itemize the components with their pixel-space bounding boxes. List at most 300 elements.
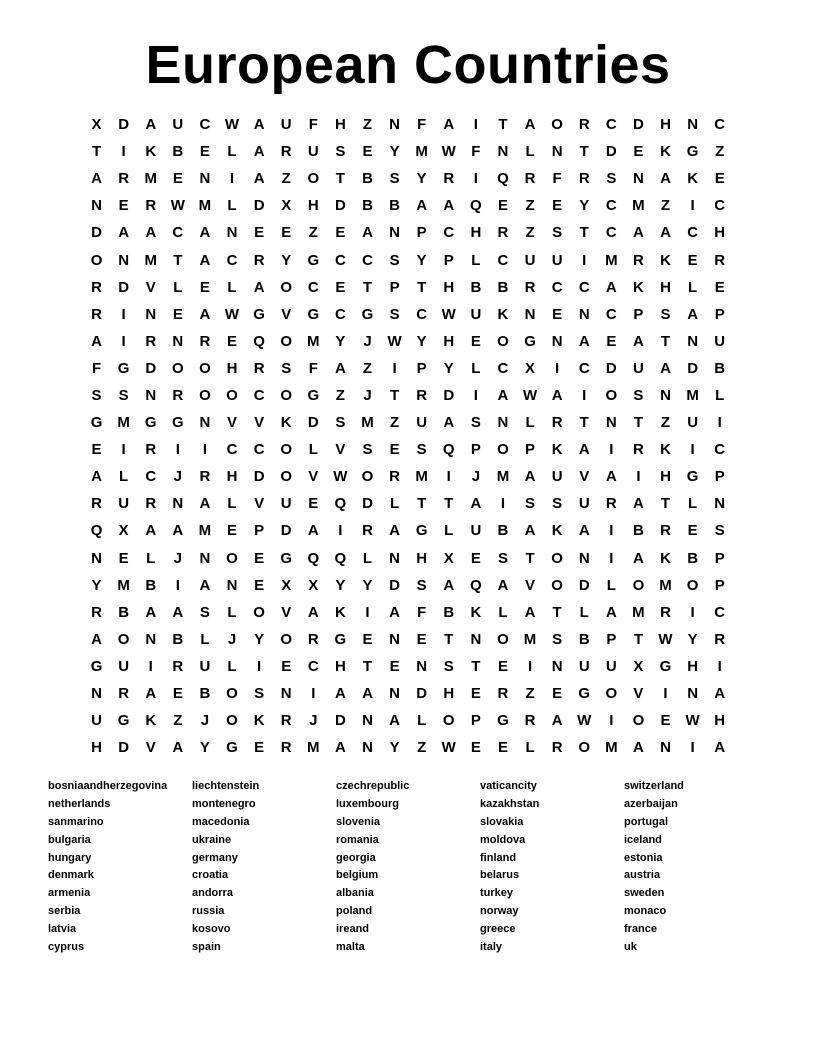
grid-letter[interactable]: L (389, 495, 400, 513)
grid-letter[interactable]: R (91, 278, 102, 296)
grid-letter[interactable]: C (714, 603, 726, 621)
grid-letter[interactable]: R (280, 143, 292, 161)
grid-letter[interactable]: R (362, 522, 373, 540)
grid-letter[interactable]: C (334, 251, 346, 269)
grid-letter[interactable]: Q (497, 170, 509, 188)
grid-letter[interactable]: K (660, 549, 671, 567)
grid-letter[interactable]: U (578, 495, 590, 513)
grid-letter[interactable]: T (91, 143, 102, 161)
grid-letter[interactable]: P (714, 576, 725, 594)
grid-letter[interactable]: R (280, 739, 292, 757)
grid-letter[interactable]: C (199, 116, 211, 134)
grid-letter[interactable]: O (551, 116, 563, 134)
grid-letter[interactable]: D (334, 197, 346, 215)
grid-letter[interactable]: V (145, 278, 156, 296)
grid-letter[interactable]: E (714, 170, 725, 188)
grid-letter[interactable]: R (524, 278, 536, 296)
grid-letter[interactable]: Z (362, 116, 373, 134)
grid-letter[interactable]: E (227, 522, 238, 540)
grid-letter[interactable]: D (253, 468, 265, 486)
grid-letter[interactable]: M (198, 522, 212, 540)
grid-letter[interactable]: A (524, 522, 536, 540)
grid-letter[interactable]: A (524, 116, 536, 134)
grid-letter[interactable]: V (254, 414, 265, 432)
grid-letter[interactable]: D (362, 495, 373, 513)
grid-letter[interactable]: V (579, 468, 590, 486)
grid-letter[interactable]: A (389, 712, 400, 730)
grid-letter[interactable]: S (199, 603, 210, 621)
grid-letter[interactable]: M (144, 170, 157, 188)
grid-letter[interactable]: U (307, 143, 319, 161)
grid-letter[interactable]: X (525, 359, 536, 377)
grid-letter[interactable]: L (525, 414, 535, 432)
grid-letter[interactable]: S (497, 549, 508, 567)
grid-letter[interactable]: M (307, 332, 320, 350)
grid-letter[interactable]: J (363, 332, 372, 350)
grid-letter[interactable]: Y (443, 359, 454, 377)
grid-letter[interactable]: I (609, 441, 614, 459)
grid-letter[interactable]: W (224, 305, 240, 323)
grid-letter[interactable]: J (227, 630, 237, 648)
grid-letter[interactable]: S (254, 685, 265, 703)
grid-letter[interactable]: Q (253, 332, 265, 350)
grid-letter[interactable]: V (227, 414, 238, 432)
grid-letter[interactable]: Y (389, 143, 400, 161)
grid-letter[interactable]: T (633, 630, 643, 648)
grid-letter[interactable]: N (145, 630, 157, 648)
grid-letter[interactable]: U (416, 414, 428, 432)
grid-letter[interactable]: A (524, 468, 536, 486)
grid-letter[interactable]: I (690, 441, 695, 459)
grid-letter[interactable]: A (307, 522, 319, 540)
grid-letter[interactable]: Z (660, 414, 671, 432)
grid-letter[interactable]: C (551, 278, 563, 296)
grid-letter[interactable]: R (253, 359, 265, 377)
grid-letter[interactable]: A (334, 359, 346, 377)
grid-letter[interactable]: S (416, 576, 427, 594)
grid-letter[interactable]: E (416, 630, 427, 648)
grid-letter[interactable]: Y (579, 197, 590, 215)
grid-letter[interactable]: P (714, 468, 725, 486)
grid-letter[interactable]: K (470, 603, 482, 621)
grid-letter[interactable]: C (226, 251, 238, 269)
grid-letter[interactable]: C (416, 305, 428, 323)
grid-letter[interactable]: T (660, 495, 671, 513)
grid-letter[interactable]: C (497, 359, 509, 377)
grid-letter[interactable]: T (525, 549, 535, 567)
grid-letter[interactable]: R (145, 332, 157, 350)
grid-letter[interactable]: S (443, 657, 454, 675)
grid-letter[interactable]: H (660, 468, 671, 486)
grid-letter[interactable]: C (605, 116, 617, 134)
grid-letter[interactable]: L (227, 197, 237, 215)
grid-letter[interactable]: J (200, 712, 210, 730)
grid-letter[interactable]: C (687, 224, 699, 242)
grid-letter[interactable]: X (281, 197, 292, 215)
grid-letter[interactable]: E (714, 278, 725, 296)
grid-letter[interactable]: C (362, 251, 373, 269)
grid-letter[interactable]: W (658, 630, 673, 648)
grid-letter[interactable]: N (172, 332, 184, 350)
grid-letter[interactable]: U (551, 251, 563, 269)
grid-letter[interactable]: A (578, 441, 590, 459)
grid-letter[interactable]: U (91, 712, 102, 730)
grid-letter[interactable]: S (281, 359, 292, 377)
grid-letter[interactable]: O (280, 278, 293, 296)
grid-letter[interactable]: C (253, 386, 265, 404)
grid-letter[interactable]: K (497, 305, 509, 323)
grid-letter[interactable]: Z (308, 224, 318, 242)
grid-letter[interactable]: N (660, 739, 671, 757)
grid-letter[interactable]: R (416, 386, 428, 404)
grid-letter[interactable]: W (441, 305, 456, 323)
grid-letter[interactable]: I (392, 359, 397, 377)
grid-letter[interactable]: L (525, 739, 535, 757)
grid-letter[interactable]: C (226, 441, 238, 459)
grid-letter[interactable]: L (227, 657, 237, 675)
grid-letter[interactable]: H (226, 468, 238, 486)
grid-letter[interactable]: E (254, 739, 265, 757)
grid-letter[interactable]: D (118, 739, 130, 757)
grid-letter[interactable]: E (118, 197, 129, 215)
grid-letter[interactable]: N (118, 251, 130, 269)
grid-letter[interactable]: N (551, 332, 563, 350)
grid-letter[interactable]: E (335, 224, 346, 242)
grid-letter[interactable]: N (551, 657, 563, 675)
grid-letter[interactable]: L (173, 278, 183, 296)
grid-letter[interactable]: Z (525, 685, 535, 703)
grid-letter[interactable]: D (307, 414, 319, 432)
grid-letter[interactable]: J (309, 712, 318, 730)
grid-letter[interactable]: A (633, 495, 644, 513)
grid-letter[interactable]: I (202, 441, 207, 459)
grid-letter[interactable]: H (714, 712, 726, 730)
grid-letter[interactable]: C (307, 278, 319, 296)
grid-letter[interactable]: E (470, 739, 481, 757)
grid-letter[interactable]: I (175, 576, 180, 594)
grid-letter[interactable]: A (145, 224, 157, 242)
grid-letter[interactable]: I (229, 170, 235, 188)
grid-letter[interactable]: R (443, 170, 455, 188)
grid-letter[interactable]: E (470, 549, 481, 567)
grid-letter[interactable]: I (609, 522, 614, 540)
grid-letter[interactable]: B (497, 522, 509, 540)
grid-letter[interactable]: C (443, 224, 455, 242)
grid-letter[interactable]: E (281, 224, 292, 242)
grid-letter[interactable]: L (444, 522, 454, 540)
grid-letter[interactable]: A (633, 739, 644, 757)
grid-letter[interactable]: K (687, 170, 699, 188)
grid-letter[interactable]: Y (362, 576, 373, 594)
grid-letter[interactable]: L (471, 359, 481, 377)
grid-letter[interactable]: M (307, 739, 320, 757)
grid-letter[interactable]: G (686, 143, 699, 161)
grid-letter[interactable]: C (605, 305, 617, 323)
grid-letter[interactable]: N (172, 495, 184, 513)
grid-letter[interactable]: O (226, 685, 238, 703)
grid-letter[interactable]: B (470, 278, 482, 296)
grid-letter[interactable]: T (173, 251, 183, 269)
grid-letter[interactable]: I (690, 197, 695, 215)
grid-letter[interactable]: K (253, 712, 265, 730)
grid-letter[interactable]: J (173, 468, 182, 486)
grid-letter[interactable]: S (118, 386, 129, 404)
grid-letter[interactable]: A (578, 522, 590, 540)
grid-letter[interactable]: Z (389, 414, 400, 432)
grid-letter[interactable]: H (687, 657, 699, 675)
grid-letter[interactable]: D (91, 224, 102, 242)
grid-letter[interactable]: C (497, 251, 509, 269)
grid-letter[interactable]: O (497, 441, 509, 459)
grid-letter[interactable]: R (91, 603, 102, 621)
grid-letter[interactable]: T (335, 170, 345, 188)
grid-letter[interactable]: N (497, 414, 509, 432)
grid-letter[interactable]: I (473, 116, 478, 134)
grid-letter[interactable]: A (578, 332, 590, 350)
grid-letter[interactable]: D (633, 116, 644, 134)
grid-letter[interactable]: P (470, 441, 481, 459)
grid-letter[interactable]: I (121, 305, 126, 323)
grid-letter[interactable]: I (690, 739, 695, 757)
grid-letter[interactable]: W (387, 332, 402, 350)
grid-letter[interactable]: T (579, 143, 589, 161)
grid-letter[interactable]: B (497, 278, 509, 296)
grid-letter[interactable]: N (551, 143, 563, 161)
grid-letter[interactable]: N (199, 549, 211, 567)
grid-letter[interactable]: M (686, 386, 699, 404)
grid-letter[interactable]: A (91, 468, 102, 486)
grid-letter[interactable]: I (582, 386, 587, 404)
grid-letter[interactable]: P (389, 278, 400, 296)
grid-letter[interactable]: Z (525, 224, 535, 242)
grid-letter[interactable]: A (524, 603, 536, 621)
grid-letter[interactable]: E (362, 143, 373, 161)
grid-letter[interactable]: C (605, 224, 617, 242)
grid-letter[interactable]: G (280, 549, 293, 567)
grid-letter[interactable]: A (660, 359, 671, 377)
grid-letter[interactable]: R (172, 386, 184, 404)
grid-letter[interactable]: I (446, 468, 451, 486)
grid-letter[interactable]: Q (442, 441, 455, 459)
grid-letter[interactable]: L (146, 549, 156, 567)
grid-letter[interactable]: A (416, 197, 428, 215)
grid-letter[interactable]: S (362, 441, 373, 459)
grid-letter[interactable]: N (199, 170, 211, 188)
grid-letter[interactable]: U (118, 657, 130, 675)
grid-letter[interactable]: D (443, 386, 455, 404)
grid-letter[interactable]: O (171, 359, 184, 377)
grid-letter[interactable]: X (443, 549, 454, 567)
grid-letter[interactable]: O (578, 739, 591, 757)
grid-letter[interactable]: R (91, 305, 102, 323)
grid-letter[interactable]: E (552, 685, 563, 703)
grid-letter[interactable]: C (714, 197, 726, 215)
grid-letter[interactable]: L (525, 143, 535, 161)
grid-letter[interactable]: X (91, 116, 102, 134)
grid-letter[interactable]: V (633, 685, 644, 703)
grid-letter[interactable]: K (660, 143, 671, 161)
grid-letter[interactable]: I (311, 685, 316, 703)
grid-letter[interactable]: Y (335, 332, 346, 350)
grid-letter[interactable]: A (199, 251, 211, 269)
grid-letter[interactable]: S (389, 251, 400, 269)
grid-letter[interactable]: Y (199, 739, 210, 757)
grid-letter[interactable]: A (389, 603, 400, 621)
grid-letter[interactable]: R (714, 630, 726, 648)
grid-letter[interactable]: L (227, 603, 237, 621)
grid-letter[interactable]: N (687, 332, 699, 350)
grid-letter[interactable]: Z (525, 197, 535, 215)
grid-letter[interactable]: A (687, 305, 699, 323)
grid-letter[interactable]: B (687, 549, 699, 567)
grid-letter[interactable]: R (280, 712, 292, 730)
grid-letter[interactable]: S (714, 522, 725, 540)
grid-letter[interactable]: U (605, 657, 617, 675)
grid-letter[interactable]: U (633, 359, 644, 377)
grid-letter[interactable]: P (525, 441, 536, 459)
grid-letter[interactable]: G (659, 657, 672, 675)
grid-letter[interactable]: E (308, 495, 319, 513)
grid-letter[interactable]: H (660, 278, 671, 296)
grid-letter[interactable]: N (91, 197, 102, 215)
grid-letter[interactable]: U (470, 522, 482, 540)
grid-letter[interactable]: B (172, 143, 184, 161)
grid-letter[interactable]: A (362, 224, 373, 242)
grid-letter[interactable]: L (308, 441, 318, 459)
grid-letter[interactable]: U (118, 495, 130, 513)
grid-letter[interactable]: U (470, 305, 482, 323)
grid-letter[interactable]: D (118, 116, 130, 134)
grid-letter[interactable]: A (199, 305, 211, 323)
grid-letter[interactable]: X (308, 576, 319, 594)
grid-letter[interactable]: E (172, 685, 183, 703)
grid-letter[interactable]: G (253, 305, 265, 323)
grid-letter[interactable]: U (524, 251, 536, 269)
grid-letter[interactable]: P (714, 549, 725, 567)
grid-letter[interactable]: E (118, 549, 129, 567)
grid-letter[interactable]: F (552, 170, 562, 188)
grid-letter[interactable]: R (253, 251, 265, 269)
grid-letter[interactable]: Y (281, 251, 292, 269)
grid-letter[interactable]: A (172, 522, 184, 540)
grid-letter[interactable]: S (606, 170, 617, 188)
grid-letter[interactable]: A (497, 386, 509, 404)
grid-letter[interactable]: E (362, 630, 373, 648)
grid-letter[interactable]: N (389, 685, 400, 703)
grid-letter[interactable]: D (118, 278, 130, 296)
grid-letter[interactable]: U (578, 657, 590, 675)
grid-letter[interactable]: R (714, 251, 726, 269)
grid-letter[interactable]: G (307, 386, 320, 404)
grid-letter[interactable]: E (172, 305, 183, 323)
grid-letter[interactable]: Q (90, 522, 103, 540)
grid-letter[interactable]: I (527, 657, 533, 675)
grid-letter[interactable]: G (361, 305, 374, 323)
grid-letter[interactable]: A (253, 143, 265, 161)
grid-letter[interactable]: A (443, 116, 455, 134)
grid-letter[interactable]: V (254, 495, 265, 513)
grid-letter[interactable]: X (633, 657, 644, 675)
grid-letter[interactable]: L (227, 143, 237, 161)
grid-letter[interactable]: I (121, 441, 126, 459)
grid-letter[interactable]: M (496, 468, 510, 486)
grid-letter[interactable]: I (338, 522, 343, 540)
grid-letter[interactable]: E (254, 224, 265, 242)
grid-letter[interactable]: A (714, 685, 726, 703)
grid-letter[interactable]: T (362, 657, 373, 675)
grid-letter[interactable]: H (226, 359, 238, 377)
grid-letter[interactable]: O (90, 251, 103, 269)
grid-letter[interactable]: R (551, 414, 563, 432)
grid-letter[interactable]: L (498, 603, 508, 621)
grid-letter[interactable]: T (444, 630, 454, 648)
grid-letter[interactable]: E (606, 332, 617, 350)
grid-letter[interactable]: N (226, 224, 238, 242)
grid-letter[interactable]: O (605, 685, 618, 703)
grid-letter[interactable]: V (281, 305, 292, 323)
grid-letter[interactable]: O (226, 549, 238, 567)
grid-letter[interactable]: H (660, 116, 671, 134)
grid-letter[interactable]: E (470, 685, 481, 703)
grid-letter[interactable]: O (497, 332, 509, 350)
grid-letter[interactable]: H (443, 332, 455, 350)
grid-letter[interactable]: A (497, 576, 509, 594)
grid-letter[interactable]: N (687, 116, 699, 134)
grid-letter[interactable]: F (308, 116, 318, 134)
grid-letter[interactable]: G (334, 630, 347, 648)
grid-letter[interactable]: E (497, 197, 508, 215)
grid-letter[interactable]: E (687, 251, 698, 269)
grid-letter[interactable]: N (199, 414, 211, 432)
grid-letter[interactable]: O (605, 386, 618, 404)
grid-letter[interactable]: G (171, 414, 184, 432)
grid-letter[interactable]: B (362, 197, 373, 215)
grid-letter[interactable]: I (121, 143, 126, 161)
grid-letter[interactable]: N (389, 630, 400, 648)
grid-letter[interactable]: R (660, 522, 671, 540)
grid-letter[interactable]: R (578, 116, 590, 134)
grid-letter[interactable]: S (389, 170, 400, 188)
grid-letter[interactable]: S (552, 224, 563, 242)
grid-letter[interactable]: M (415, 468, 428, 486)
grid-letter[interactable]: D (389, 576, 400, 594)
grid-letter[interactable]: A (253, 278, 265, 296)
grid-letter[interactable]: A (714, 739, 726, 757)
grid-letter[interactable]: S (470, 414, 481, 432)
grid-letter[interactable]: R (389, 468, 400, 486)
grid-letter[interactable]: G (90, 414, 103, 432)
grid-letter[interactable]: F (471, 143, 481, 161)
grid-letter[interactable]: N (578, 549, 590, 567)
grid-letter[interactable]: N (389, 224, 400, 242)
grid-letter[interactable]: R (497, 224, 509, 242)
grid-letter[interactable]: E (91, 441, 102, 459)
grid-letter[interactable]: U (172, 116, 184, 134)
grid-letter[interactable]: V (308, 468, 319, 486)
grid-letter[interactable]: B (172, 630, 184, 648)
grid-letter[interactable]: I (717, 657, 722, 675)
grid-letter[interactable]: A (660, 170, 671, 188)
grid-letter[interactable]: M (523, 630, 537, 648)
grid-letter[interactable]: F (91, 359, 102, 377)
grid-letter[interactable]: Z (417, 739, 427, 757)
grid-letter[interactable]: W (170, 197, 185, 215)
grid-letter[interactable]: V (281, 603, 292, 621)
grid-letter[interactable]: R (660, 603, 671, 621)
grid-letter[interactable]: L (715, 386, 725, 404)
grid-letter[interactable]: A (145, 116, 157, 134)
grid-letter[interactable]: A (443, 414, 455, 432)
